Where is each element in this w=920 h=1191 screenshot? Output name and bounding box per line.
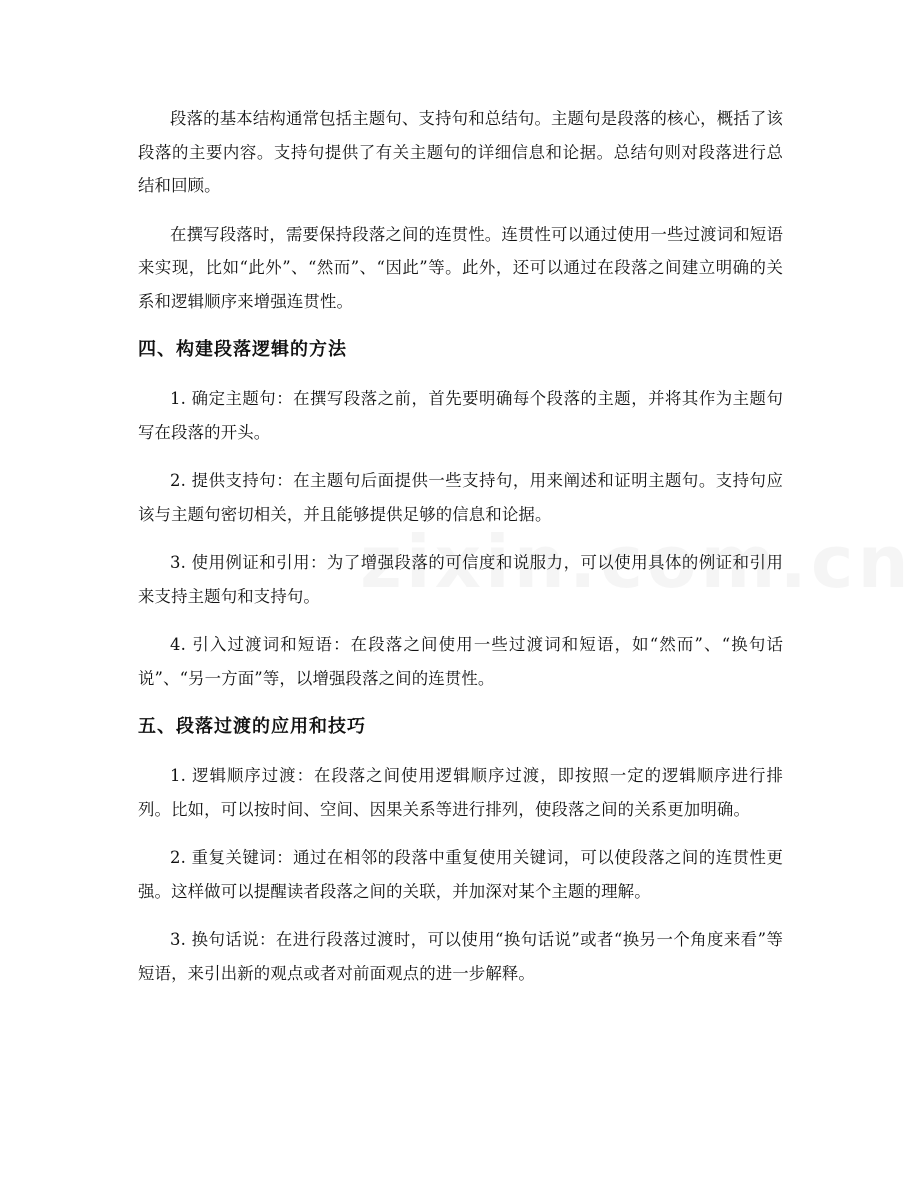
list-item: 1. 逻辑顺序过渡：在段落之间使用逻辑顺序过渡，即按照一定的逻辑顺序进行排列。比如，可以按时间、空间、因果关系等进行排列，使段落之间的关系更加明确。 (138, 766, 783, 819)
section-heading-5: 五、段落过渡的应用和技巧 (138, 716, 366, 737)
list-item: 3. 换句话说：在进行段落过渡时，可以使用“换句话说”或者“换另一个角度来看”等短语，来引出新的观点或者对前面观点的进一步解释。 (138, 930, 783, 983)
section-heading-4: 四、构建段落逻辑的方法 (138, 339, 347, 360)
list-item: 2. 提供支持句：在主题句后面提供一些支持句，用来阐述和证明主题句。支持句应该与主题句密切相关，并且能够提供足够的信息和论据。 (138, 471, 783, 524)
list-item: 1. 确定主题句：在撰写段落之前，首先要明确每个段落的主题，并将其作为主题句写在段落的开头。 (138, 389, 783, 442)
list-item: 2. 重复关键词：通过在相邻的段落中重复使用关键词，可以使段落之间的连贯性更强。这样做可以提醒读者段落之间的关联，并加深对某个主题的理解。 (138, 848, 783, 901)
document-body (138, 102, 783, 990)
list-item: 4. 引入过渡词和短语：在段落之间使用一些过渡词和短语，如“然而”、“换句话说”、“另一方面”等，以增强段落之间的连贯性。 (138, 635, 783, 688)
paragraph-structure: 段落的基本结构通常包括主题句、支持句和总结句。主题句是段落的核心，概括了该段落的主要内容。支持句提供了有关主题句的详细信息和论据。总结句则对段落进行总结和回顾。 (138, 109, 783, 195)
paragraph-coherence: 在撰写段落时，需要保持段落之间的连贯性。连贯性可以通过使用一些过渡词和短语来实现，比如“此外”、“然而”、“因此”等。此外，还可以通过在段落之间建立明确的关系和逻辑顺序来增强连贯性。 (138, 224, 783, 311)
list-item: 3. 使用例证和引用：为了增强段落的可信度和说服力，可以使用具体的例证和引用来支持主题句和支持句。 (138, 553, 783, 606)
